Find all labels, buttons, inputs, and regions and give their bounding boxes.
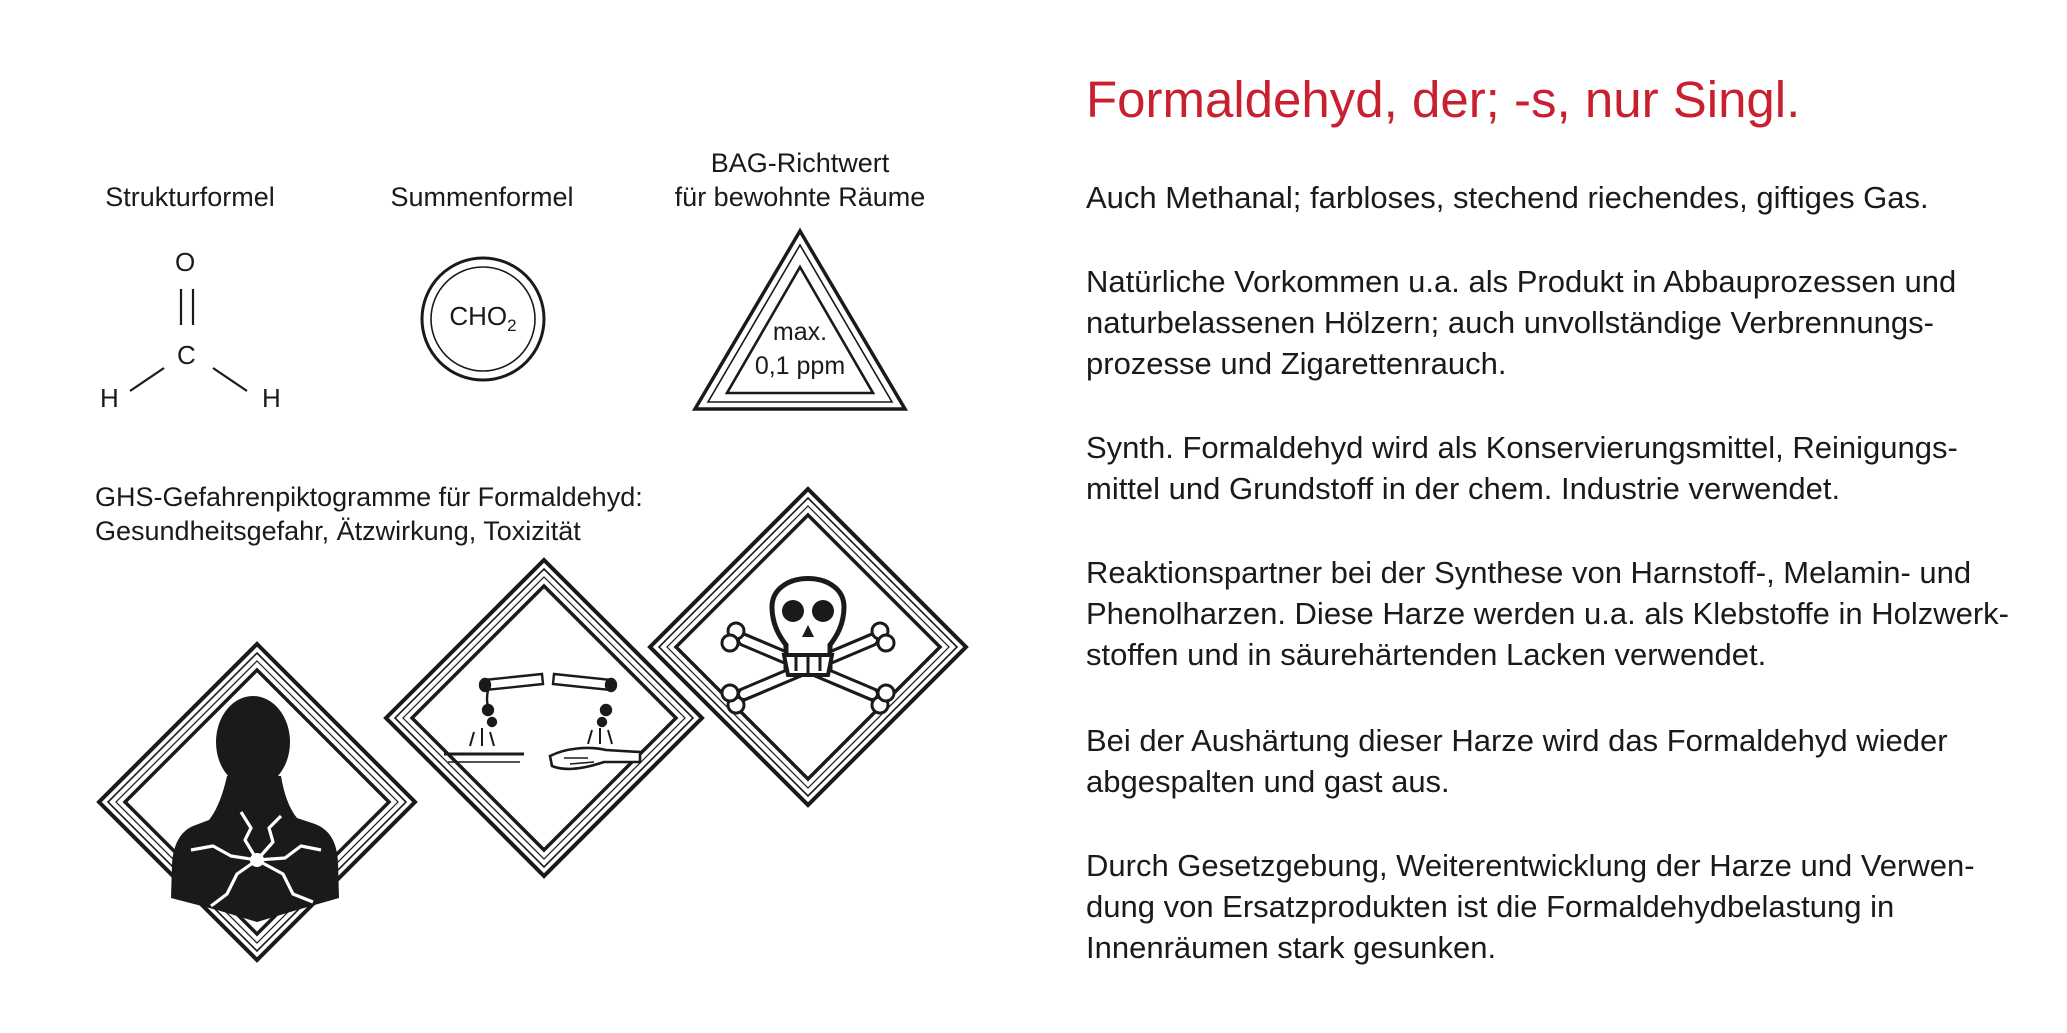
paragraph-line: naturbelassenen Hölzern; auch unvollständige Verbrennungs-: [1086, 305, 1934, 340]
paragraph-line: abgespalten und gast aus.: [1086, 764, 1450, 799]
bag-value-line1: max.: [772, 318, 828, 346]
paragraph-line: prozesse und Zigarettenrauch.: [1086, 346, 1507, 381]
paragraph-line: Bei der Aushärtung dieser Harze wird das Formaldehyd wieder: [1086, 723, 1948, 758]
health-hazard-pictogram: [99, 644, 415, 960]
paragraph-1: [1086, 177, 2046, 218]
article-title: Formaldehyd, der; -s, nur Singl.: [1086, 71, 1801, 128]
paragraph-line: Synth. Formaldehyd wird als Konservierungsmittel, Reinigungs-: [1086, 430, 1958, 465]
corrosion-icon: [444, 674, 640, 769]
corrosion-pictogram: [386, 560, 702, 876]
paragraph-line: Reaktionspartner bei der Synthese von Harnstoff-, Melamin- und: [1086, 555, 1972, 590]
paragraph-line: dung von Ersatzprodukten ist die Formaldehydbelastung in: [1086, 889, 1895, 924]
skull-crossbones-icon: [722, 579, 894, 714]
paragraph-line: Natürliche Vorkommen u.a. als Produkt in Abbauprozessen und: [1086, 264, 1957, 299]
paragraph-line: Auch Methanal; farbloses, stechend riechendes, giftiges Gas.: [1086, 180, 1929, 215]
paragraph-line: stoffen und in säurehärtenden Lacken verwendet.: [1086, 637, 1767, 672]
paragraph-2: [1086, 261, 2046, 384]
paragraph-line: Innenräumen stark gesunken.: [1086, 930, 1497, 965]
atom-h-right: H: [262, 383, 281, 413]
atom-h-left: H: [100, 383, 119, 413]
paragraph-3: [1086, 427, 2046, 509]
paragraph-line: Durch Gesetzgebung, Weiterentwicklung der Harze und Verwen-: [1086, 848, 1975, 883]
paragraph-4: [1086, 552, 2046, 675]
structural-formula-label: Strukturformel: [105, 182, 275, 212]
bag-label-line1: BAG-Richtwert: [710, 148, 890, 178]
atom-c: C: [177, 340, 196, 370]
ghs-caption-line2: Gesundheitsgefahr, Ätzwirkung, Toxizität: [95, 516, 581, 546]
sum-formula-main: CHO: [449, 301, 508, 331]
sum-formula-subscript: 2: [507, 316, 517, 336]
ghs-caption-line1: GHS-Gefahrenpiktogramme für Formaldehyd:: [95, 482, 643, 512]
paragraph-line: Phenolharzen. Diese Harze werden u.a. als Klebstoffe in Holzwerk-: [1086, 596, 2010, 631]
bag-value-line2: 0,1 ppm: [754, 352, 846, 380]
sum-formula-label: Summenformel: [390, 182, 574, 212]
bag-label-line2: für bewohnte Räume: [674, 182, 926, 212]
atom-o: O: [175, 247, 196, 277]
paragraph-line: mittel und Grundstoff in der chem. Industrie verwendet.: [1086, 471, 1841, 506]
paragraph-5: [1086, 720, 2046, 802]
ghs-pictograms: [0, 0, 1060, 1000]
toxic-pictogram: [650, 489, 966, 805]
paragraph-6: [1086, 845, 2046, 968]
